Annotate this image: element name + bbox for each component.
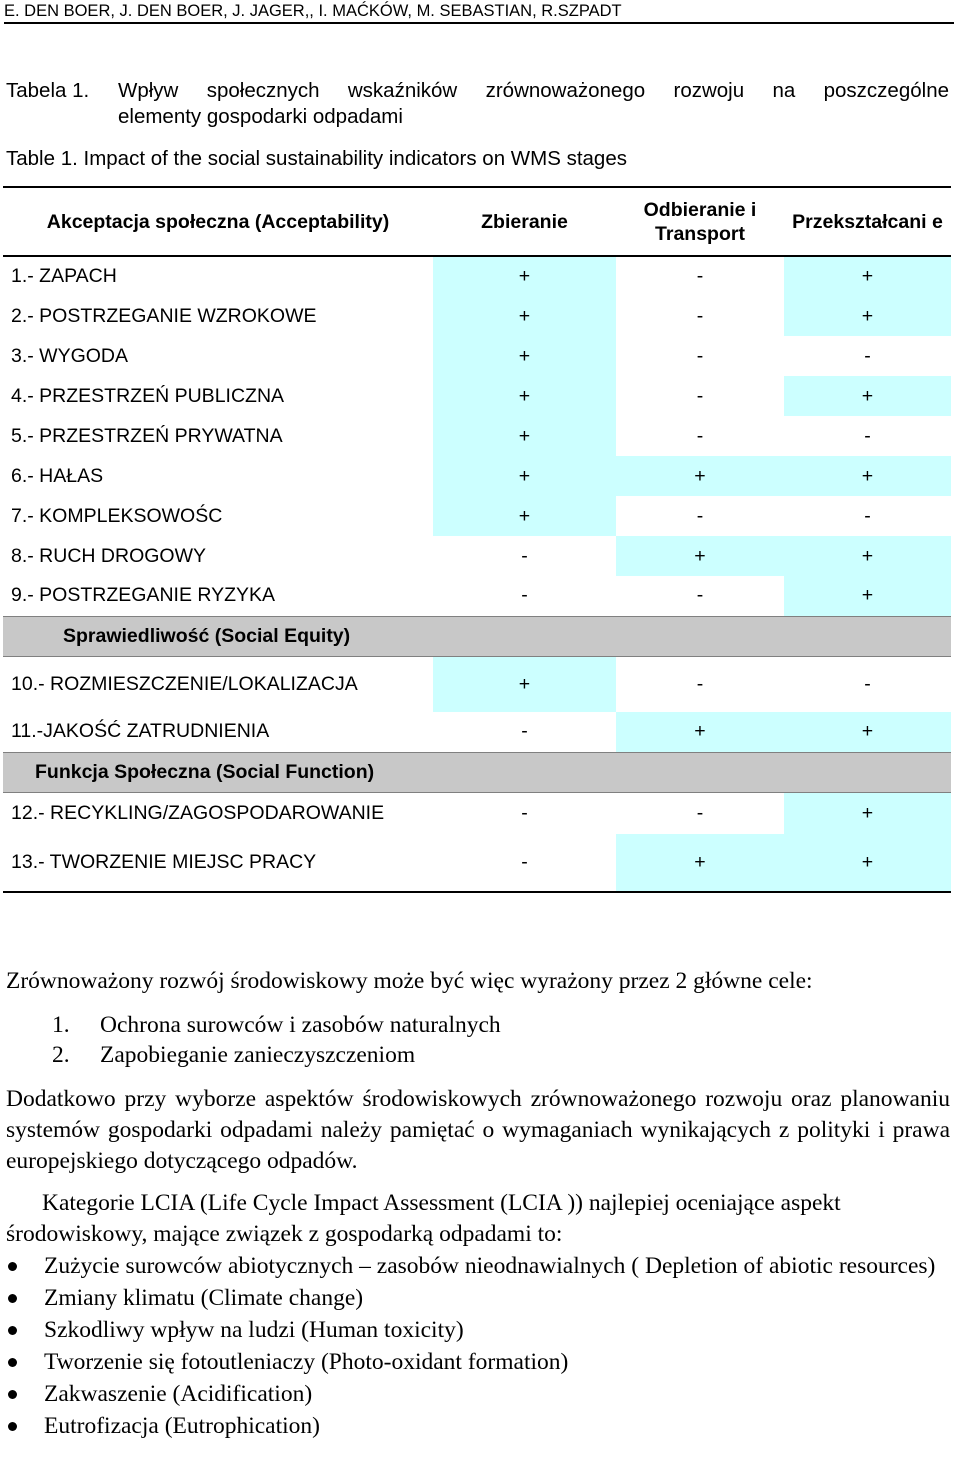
impact-value: - <box>696 584 704 607</box>
impact-value: - <box>864 504 871 527</box>
section-title: Funkcja Społeczna (Social Function) <box>3 752 784 792</box>
impact-value: - <box>864 424 871 447</box>
section-header-row <box>3 752 951 792</box>
impact-value: + <box>433 336 616 376</box>
indicator-name: 8.- RUCH DROGOWY <box>11 544 206 567</box>
bullet-icon <box>8 1390 17 1399</box>
paragraph-lcia: Kategorie LCIA (Life Cycle Impact Assessment (LCIA )) najlepiej oceniające aspekt środowiskowy, mające związek z gospodarką odpadami to: <box>6 1190 841 1247</box>
impact-value: - <box>696 424 704 447</box>
impact-value: + <box>433 256 616 296</box>
impact-value: + <box>433 656 616 712</box>
impact-value: + <box>784 576 951 616</box>
header-rule <box>4 22 954 24</box>
caption-line1: Wpływ społecznych wskaźników zrównoważonego rozwoju na poszczególne <box>118 79 949 102</box>
table-caption-en: Table 1. Impact of the social sustainability indicators on WMS stages <box>6 147 627 170</box>
impact-value: + <box>784 256 951 296</box>
table-row <box>3 256 951 296</box>
goal-number: 2. <box>52 1042 70 1068</box>
impact-value: - <box>696 265 704 287</box>
impact-value: - <box>696 672 704 695</box>
impact-value: + <box>784 712 951 752</box>
indicator-name: 10.- ROZMIESZCZENIE/LOKALIZACJA <box>11 672 358 695</box>
bullet-icon <box>8 1358 17 1367</box>
indicator-name: 6.- HAŁAS <box>11 464 104 487</box>
impact-value: + <box>433 416 616 456</box>
goal-number: 1. <box>52 1012 70 1038</box>
col-header-acceptability: Akceptacja społeczna (Acceptability) <box>3 187 433 256</box>
caption-label: Tabela 1. <box>6 79 90 102</box>
indicator-name: 2.- POSTRZEGANIE WZROKOWE <box>11 304 317 327</box>
col-header-transport: Odbieranie i Transport <box>616 187 784 256</box>
indicator-name: 1.- ZAPACH <box>11 265 117 287</box>
table-row <box>3 656 951 712</box>
list-item-text: Szkodliwy wpływ na ludzi (Human toxicity) <box>44 1317 464 1343</box>
section-filler <box>784 616 951 656</box>
impact-value: + <box>784 792 951 834</box>
impact-value: - <box>696 801 704 824</box>
impact-value: + <box>616 834 784 892</box>
impact-value: - <box>696 504 704 527</box>
impact-value: - <box>521 801 528 824</box>
goal-item-2 <box>52 1040 415 1071</box>
list-item-text: Tworzenie się fotoutleniaczy (Photo-oxidant formation) <box>44 1349 569 1375</box>
impact-value: - <box>696 304 704 327</box>
goal-item-1 <box>52 1010 501 1041</box>
paragraph-goals-intro: Zrównoważony rozwój środowiskowy może być więc wyrażony przez 2 główne cele: <box>6 968 813 994</box>
table-row <box>3 536 951 576</box>
list-item-text: Zmiany klimatu (Climate change) <box>44 1285 364 1311</box>
table-body <box>3 256 951 892</box>
impact-value: + <box>616 456 784 496</box>
table-row <box>3 416 951 456</box>
table-row <box>3 496 951 536</box>
impact-value: - <box>521 720 528 743</box>
col-header-collection: Zbieranie <box>433 187 616 256</box>
goal-text: Ochrona surowców i zasobów naturalnych <box>100 1012 501 1038</box>
table-row <box>3 792 951 834</box>
impact-value: - <box>696 344 704 367</box>
indicator-name: 4.- PRZESTRZEŃ PUBLICZNA <box>11 384 285 407</box>
impact-value: - <box>521 544 528 567</box>
impact-value: - <box>433 834 616 892</box>
list-item <box>6 1282 950 1314</box>
table-caption-pl <box>6 78 951 130</box>
impact-value: - <box>521 584 528 607</box>
indicator-name: 13.- TWORZENIE MIEJSC PRACY <box>3 834 433 892</box>
indicator-name: 11.-JAKOŚĆ ZATRUDNIENIA <box>11 720 270 743</box>
impact-table <box>3 186 951 893</box>
table-row <box>3 834 951 892</box>
paragraph-eu-law: Dodatkowo przy wyborze aspektów środowiskowych zrównoważonego rozwoju oraz planowaniu systemów gospodarki odpadami należy pamiętać o wymaganiach wynikających z polityki i prawa europejskiego dotyczącego odpadów. <box>6 1086 950 1174</box>
section-filler <box>784 752 951 792</box>
indicator-name: 5.- PRZESTRZEŃ PRYWATNA <box>11 424 283 447</box>
table-row <box>3 712 951 752</box>
impact-value: + <box>616 712 784 752</box>
impact-value: + <box>433 376 616 416</box>
table-row <box>3 576 951 616</box>
impact-value: + <box>433 496 616 536</box>
impact-value: + <box>433 296 616 336</box>
list-item-text: Zakwaszenie (Acidification) <box>44 1381 313 1407</box>
indicator-name: 7.- KOMPLEKSOWOŚC <box>11 504 223 527</box>
impact-value: + <box>784 376 951 416</box>
bullet-icon <box>8 1294 17 1303</box>
table-header-row <box>3 187 951 256</box>
impact-value: + <box>784 296 951 336</box>
section-header-row <box>3 616 951 656</box>
list-item-text: Zużycie surowców abiotycznych – zasobów nieodnawialnych ( Depletion of abiotic resources) <box>44 1253 936 1279</box>
section-title: Sprawiedliwość (Social Equity) <box>3 616 784 656</box>
running-header: E. DEN BOER, J. DEN BOER, J. JAGER,, I. MAĆKÓW, M. SEBASTIAN, R.SZPADT <box>4 2 622 20</box>
list-item <box>6 1314 950 1346</box>
indicator-name: 9.- POSTRZEGANIE RYZYKA <box>11 584 276 607</box>
list-item <box>6 1410 950 1442</box>
impact-value: - <box>864 344 871 367</box>
list-item-text: Eutrofizacja (Eutrophication) <box>44 1413 320 1439</box>
list-item <box>6 1250 950 1282</box>
impact-value: - <box>696 384 704 407</box>
col-header-processing: Przekształcani e <box>784 187 951 256</box>
table-row <box>3 456 951 496</box>
indicator-name: 3.- WYGODA <box>11 344 129 367</box>
table-row <box>3 296 951 336</box>
bullet-icon <box>8 1326 17 1335</box>
indicator-name: 12.- RECYKLING/ZAGOSPODAROWANIE <box>11 801 385 824</box>
bullet-icon <box>8 1422 17 1431</box>
impact-value: + <box>784 536 951 576</box>
table-row <box>3 336 951 376</box>
list-item <box>6 1346 950 1378</box>
impact-value: + <box>616 536 784 576</box>
table-row <box>3 376 951 416</box>
impact-value: + <box>433 456 616 496</box>
bullet-icon <box>8 1262 17 1271</box>
impact-value: - <box>864 672 871 695</box>
impact-value: + <box>784 456 951 496</box>
goal-text: Zapobieganie zanieczyszczeniom <box>100 1042 416 1068</box>
impact-value: + <box>784 834 951 892</box>
caption-line2: elementy gospodarki odpadami <box>118 105 403 128</box>
lcia-category-list <box>6 1250 950 1442</box>
list-item <box>6 1378 950 1410</box>
